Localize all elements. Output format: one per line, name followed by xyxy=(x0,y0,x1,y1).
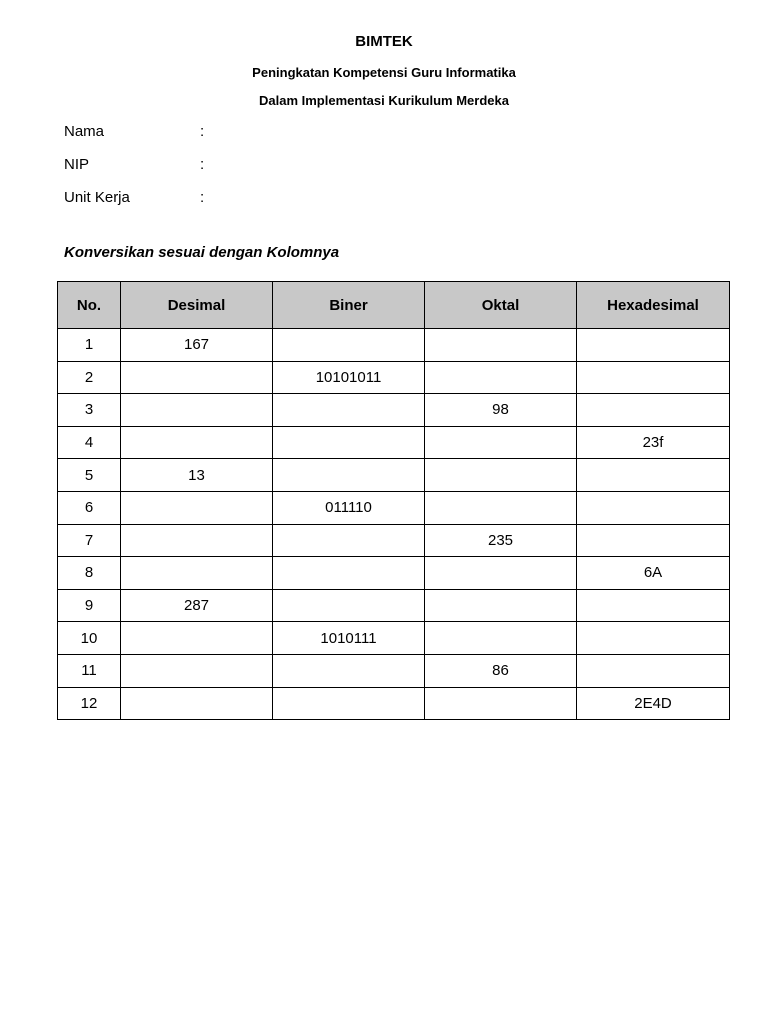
cell-desimal xyxy=(121,524,273,557)
cell-oktal xyxy=(425,622,577,655)
cell-hexadesimal xyxy=(577,329,730,362)
cell-no: 2 xyxy=(58,361,121,394)
cell-hexadesimal xyxy=(577,622,730,655)
cell-oktal xyxy=(425,687,577,720)
cell-desimal xyxy=(121,654,273,687)
cell-no: 9 xyxy=(58,589,121,622)
field-label: Nama xyxy=(64,123,105,140)
cell-oktal xyxy=(425,459,577,492)
cell-desimal: 167 xyxy=(121,329,273,362)
cell-oktal: 235 xyxy=(425,524,577,557)
cell-hexadesimal xyxy=(577,394,730,427)
table-row xyxy=(58,361,730,394)
cell-desimal: 13 xyxy=(121,459,273,492)
cell-no: 10 xyxy=(58,622,121,655)
cell-hexadesimal xyxy=(577,654,730,687)
conversion-table xyxy=(57,281,730,720)
cell-no: 5 xyxy=(58,459,121,492)
table-row xyxy=(58,654,730,687)
table-row xyxy=(58,589,730,622)
cell-hexadesimal: 23f xyxy=(577,426,730,459)
cell-hexadesimal xyxy=(577,491,730,524)
cell-desimal xyxy=(121,622,273,655)
cell-hexadesimal xyxy=(577,459,730,492)
cell-biner xyxy=(273,329,425,362)
cell-biner xyxy=(273,394,425,427)
cell-biner xyxy=(273,589,425,622)
cell-hexadesimal xyxy=(577,361,730,394)
cell-hexadesimal: 2E4D xyxy=(577,687,730,720)
cell-no: 7 xyxy=(58,524,121,557)
cell-oktal xyxy=(425,329,577,362)
field-label: Unit Kerja xyxy=(64,189,130,206)
cell-hexadesimal xyxy=(577,524,730,557)
table-header-row xyxy=(58,282,730,329)
document-subtitle-2: Dalam Implementasi Kurikulum Merdeka xyxy=(259,93,509,108)
table-row xyxy=(58,394,730,427)
field-colon: : xyxy=(200,123,205,140)
table-row xyxy=(58,524,730,557)
cell-desimal: 287 xyxy=(121,589,273,622)
table-row xyxy=(58,459,730,492)
cell-no: 1 xyxy=(58,329,121,362)
table-row xyxy=(58,622,730,655)
cell-biner xyxy=(273,687,425,720)
header-biner: Biner xyxy=(273,282,425,329)
cell-no: 6 xyxy=(58,491,121,524)
cell-biner xyxy=(273,524,425,557)
cell-no: 12 xyxy=(58,687,121,720)
cell-biner xyxy=(273,459,425,492)
cell-desimal xyxy=(121,361,273,394)
cell-biner xyxy=(273,557,425,590)
cell-oktal xyxy=(425,557,577,590)
table-row xyxy=(58,557,730,590)
table-row xyxy=(58,491,730,524)
cell-oktal xyxy=(425,426,577,459)
cell-no: 8 xyxy=(58,557,121,590)
field-colon: : xyxy=(200,156,205,173)
cell-oktal: 98 xyxy=(425,394,577,427)
document-subtitle-1: Peningkatan Kompetensi Guru Informatika xyxy=(252,65,516,80)
cell-desimal xyxy=(121,426,273,459)
cell-biner: 011110 xyxy=(273,491,425,524)
cell-oktal: 86 xyxy=(425,654,577,687)
table-row xyxy=(58,426,730,459)
cell-oktal xyxy=(425,361,577,394)
cell-no: 3 xyxy=(58,394,121,427)
header-oktal: Oktal xyxy=(425,282,577,329)
cell-no: 11 xyxy=(58,654,121,687)
field-colon: : xyxy=(200,189,205,206)
cell-desimal xyxy=(121,687,273,720)
cell-biner: 10101011 xyxy=(273,361,425,394)
table-body xyxy=(58,329,730,720)
table-row xyxy=(58,687,730,720)
cell-oktal xyxy=(425,589,577,622)
header-no: No. xyxy=(58,282,121,329)
header-desimal: Desimal xyxy=(121,282,273,329)
cell-biner: 1010111 xyxy=(273,622,425,655)
cell-desimal xyxy=(121,557,273,590)
cell-desimal xyxy=(121,491,273,524)
cell-hexadesimal xyxy=(577,589,730,622)
table-row xyxy=(58,329,730,362)
cell-biner xyxy=(273,426,425,459)
instruction-text: Konversikan sesuai dengan Kolomnya xyxy=(64,244,340,261)
cell-no: 4 xyxy=(58,426,121,459)
cell-hexadesimal: 6A xyxy=(577,557,730,590)
cell-desimal xyxy=(121,394,273,427)
cell-oktal xyxy=(425,491,577,524)
header-hexadesimal: Hexadesimal xyxy=(577,282,730,329)
document-title: BIMTEK xyxy=(355,33,413,50)
field-label: NIP xyxy=(64,156,90,173)
cell-biner xyxy=(273,654,425,687)
